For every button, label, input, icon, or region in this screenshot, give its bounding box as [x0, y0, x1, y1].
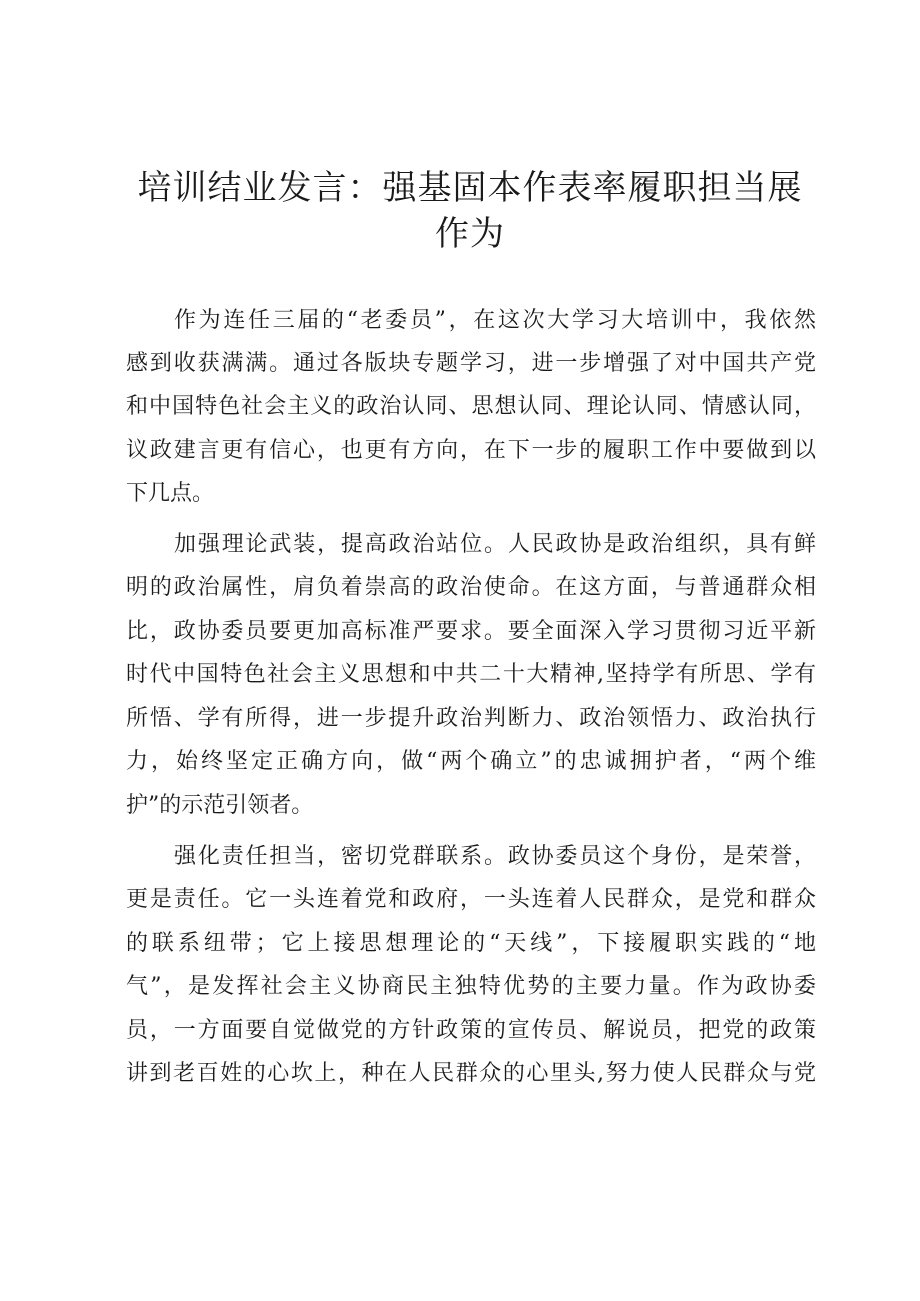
paragraph-3-line: 更是责任。它一头连着党和政府，一头连着人民群众，是党和群众 [126, 887, 816, 912]
document-title-line-2: 作为 [435, 214, 505, 254]
paragraph-3-line: 气”，是发挥社会主义协商民主独特优势的主要力量。作为政协委 [126, 974, 816, 999]
paragraph-1-line: 议政建言更有信心，也更有方向，在下一步的履职工作中要做到以 [126, 438, 816, 463]
paragraph-2-line: 时代中国特色社会主义思想和中共二十大精神,坚持学有所思、学有 [126, 662, 816, 687]
paragraph-3-line: 员，一方面要自觉做党的方针政策的宣传员、解说员，把党的政策 [126, 1018, 816, 1043]
paragraph-1-line: 下几点。 [126, 481, 215, 506]
paragraph-3-line: 的联系纽带；它上接思想理论的“天线”，下接履职实践的“地 [126, 931, 816, 956]
paragraph-2-line: 所悟、学有所得，进一步提升政治判断力、政治领悟力、政治执行 [126, 706, 816, 731]
document-title-line-1: 培训结业发言：强基固本作表率履职担当展 [137, 168, 803, 208]
paragraph-2-line: 加强理论武装，提高政治站位。人民政协是政治组织，具有鲜 [174, 532, 816, 557]
paragraph-2-line: 力，始终坚定正确方向，做“两个确立”的忠诚拥护者，“两个维 [126, 749, 816, 774]
paragraph-1-line: 作为连任三届的“老委员”，在这次大学习大培训中，我依然 [174, 308, 816, 333]
paragraph-1-line: 感到收获满满。通过各版块专题学习，进一步增强了对中国共产党 [126, 351, 816, 376]
paragraph-2-line: 比，政协委员要更加高标准严要求。要全面深入学习贯彻习近平新 [126, 619, 816, 644]
paragraph-1-line: 和中国特色社会主义的政治认同、思想认同、理论认同、情感认同， [126, 394, 816, 419]
paragraph-3-line: 强化责任担当，密切党群联系。政协委员这个身份，是荣誉， [174, 844, 816, 869]
paragraph-3-line: 讲到老百姓的心坎上，种在人民群众的心里头,努力使人民群众与党 [126, 1061, 816, 1086]
paragraph-2-line: 明的政治属性，肩负着崇高的政治使命。在这方面，与普通群众相 [126, 575, 816, 600]
paragraph-2-line: 护”的示范引领者。 [126, 793, 314, 818]
